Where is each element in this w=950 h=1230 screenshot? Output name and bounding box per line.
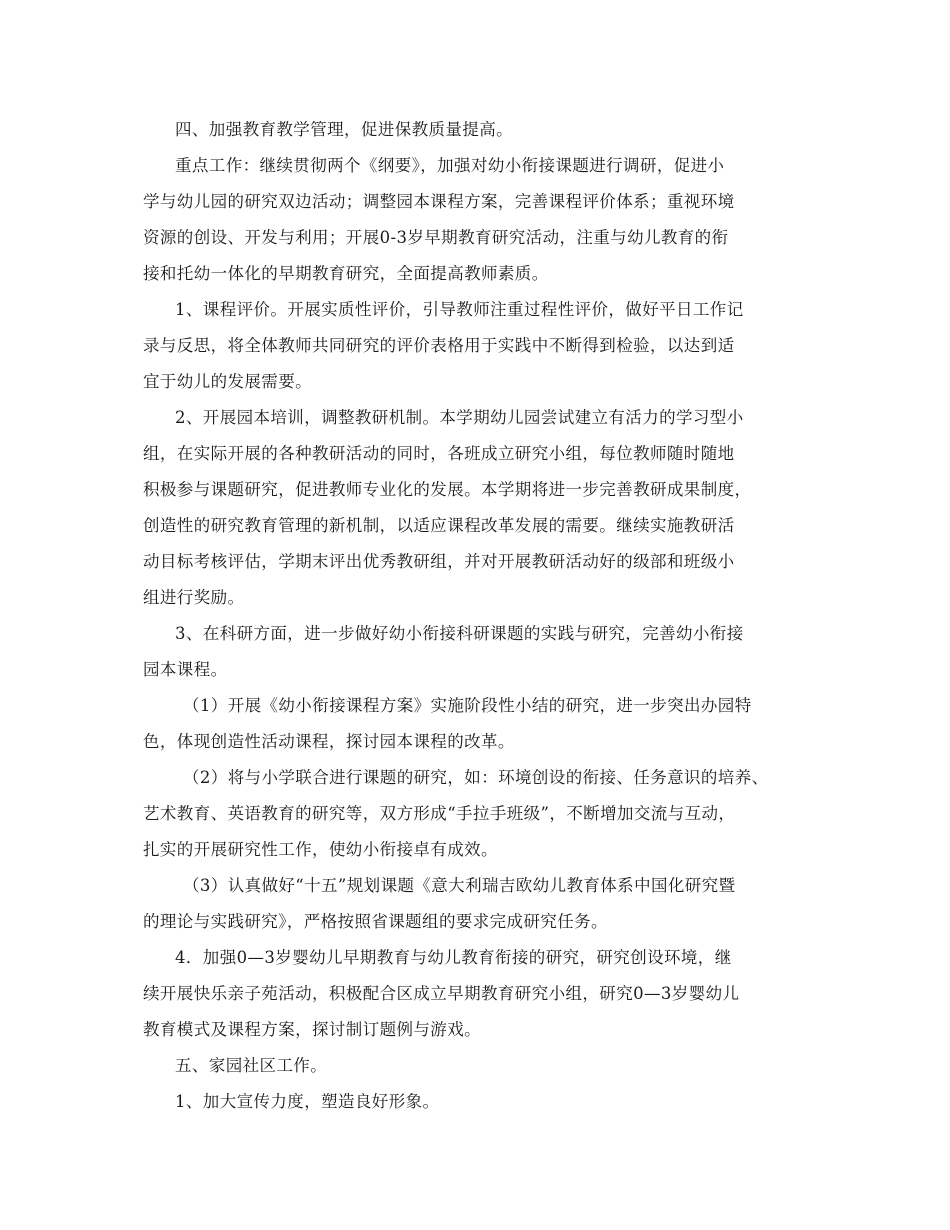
- paragraph-line: 动目标考核评估，学期末评出优秀教研组，并对开展教研活动好的级部和班级小: [143, 552, 735, 571]
- paragraph-line: 扎实的开展研究性工作，使幼小衔接卓有成效。: [143, 840, 498, 859]
- paragraph-line: 创造性的研究教育管理的新机制，以适应课程改革发展的需要。继续实施教研活: [143, 516, 735, 535]
- paragraph-line: 积极参与课题研究，促进教师专业化的发展。本学期将进一步完善教研成果制度，: [143, 480, 752, 499]
- section-heading-5: 五、家园社区工作。: [175, 1056, 328, 1075]
- paragraph-line: 1、课程评价。开展实质性评价，引导教师注重过程性评价，做好平日工作记: [175, 300, 744, 319]
- paragraph-line: 教育模式及课程方案，探讨制订题例与游戏。: [143, 1020, 481, 1039]
- paragraph-line: 3、在科研方面，进一步做好幼小衔接科研课题的实践与研究，完善幼小衔接: [175, 624, 744, 643]
- paragraph-line: 2、开展园本培训，调整教研机制。本学期幼儿园尝试建立有活力的学习型小: [175, 408, 744, 427]
- paragraph-line: 宜于幼儿的发展需要。: [143, 372, 312, 391]
- paragraph-line: 色，体现创造性活动课程，探讨园本课程的改革。: [143, 732, 515, 751]
- paragraph-line: 艺术教育、英语教育的研究等，双方形成“手拉手班级”，不断增加交流与互动，: [143, 804, 736, 823]
- paragraph-line: 4．加强0—3岁婴幼儿早期教育与幼儿教育衔接的研究，研究创设环境，继: [175, 948, 732, 967]
- paragraph-line: 园本课程。: [143, 660, 228, 679]
- paragraph-line: 的理论与实践研究》，严格按照省课题组的要求完成研究任务。: [143, 912, 608, 931]
- paragraph-line: 录与反思，将全体教师共同研究的评价表格用于实践中不断得到检验，以达到适: [143, 336, 735, 355]
- paragraph-line: 接和托幼一体化的早期教育研究，全面提高教师素质。: [143, 264, 549, 283]
- paragraph-line: （2）将与小学联合进行课题的研究，如：环境创设的衔接、任务意识的培养、: [183, 768, 769, 787]
- paragraph-line: （3）认真做好“十五”规划课题《意大利瑞吉欧幼儿教育体系中国化研究暨: [183, 876, 736, 895]
- paragraph-line: 学与幼儿园的研究双边活动；调整园本课程方案，完善课程评价体系；重视环境: [143, 192, 735, 211]
- paragraph-line: 重点工作：继续贯彻两个《纲要》，加强对幼小衔接课题进行调研，促进小: [175, 156, 725, 175]
- paragraph-line: 组进行奖励。: [143, 588, 245, 607]
- section-heading-4: 四、加强教育教学管理，促进保教质量提高。: [175, 120, 513, 139]
- paragraph-line: 资源的创设、开发与利用；开展0-3岁早期教育研究活动，注重与幼儿教育的衔: [143, 228, 729, 247]
- paragraph-line: 续开展快乐亲子苑活动，积极配合区成立早期教育研究小组，研究0—3岁婴幼儿: [143, 984, 740, 1003]
- paragraph-line: 组，在实际开展的各种教研活动的同时，各班成立研究小组，每位教师随时随地: [143, 444, 735, 463]
- paragraph-line: 1、加大宣传力度，塑造良好形象。: [175, 1092, 440, 1111]
- paragraph-line: （1）开展《幼小衔接课程方案》实施阶段性小结的研究，进一步突出办园特: [183, 696, 752, 715]
